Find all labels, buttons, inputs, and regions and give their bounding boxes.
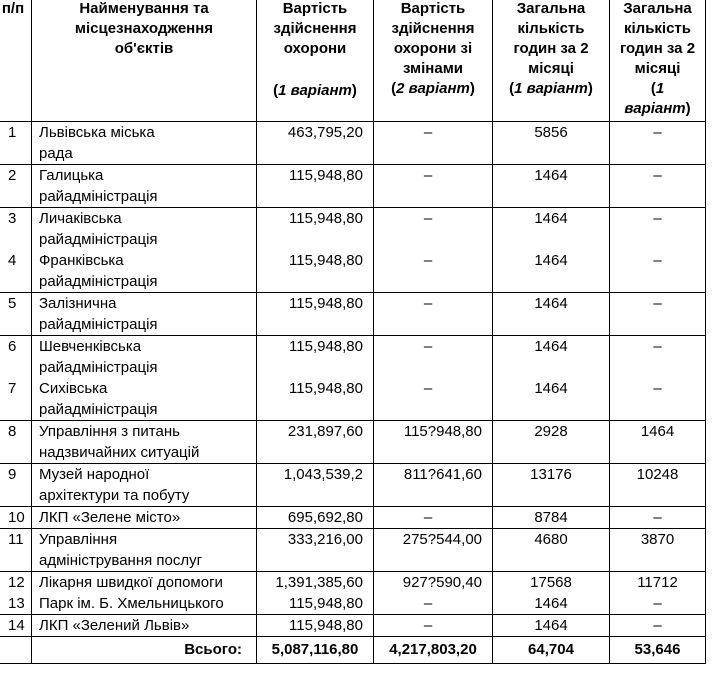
table-row	[0, 208, 706, 251]
row-hours1: 1464	[493, 378, 610, 421]
row-hours2: 11712	[610, 572, 706, 594]
row-cost1: 333,216,00	[257, 529, 374, 572]
object-name-line1: Музей народної	[39, 466, 150, 483]
row-hours1: 1464	[493, 208, 610, 251]
row-hours2: 3870	[610, 529, 706, 572]
header-num: п/п	[0, 0, 32, 122]
row-cost1: 231,897,60	[257, 421, 374, 464]
header-hours1: Загальна кількість годин за 2 місяці (1 варіант)	[493, 0, 610, 122]
row-hours1: 4680	[493, 529, 610, 572]
row-cost1: 1,391,385,60	[257, 572, 374, 594]
row-object-name	[32, 165, 257, 208]
header-hours1-note: 1 варіант	[514, 80, 588, 97]
header-name: Найменування та місцезнаходження об'єктів	[32, 0, 257, 122]
row-num: 14	[0, 615, 32, 637]
row-hours2: –	[610, 593, 706, 615]
row-hours2: –	[610, 615, 706, 637]
row-num: 6	[0, 336, 32, 379]
header-hours2-note: 1 варіант	[624, 80, 686, 117]
table-row	[0, 529, 706, 572]
table-row	[0, 615, 706, 637]
row-hours2: –	[610, 507, 706, 529]
row-cost1: 115,948,80	[257, 336, 374, 379]
row-hours2: –	[610, 122, 706, 165]
row-cost2: 927?590,40	[374, 572, 493, 594]
table-row	[0, 572, 706, 594]
object-name-line1: ЛКП «Зелене місто»	[39, 509, 181, 526]
row-object-name	[32, 250, 257, 293]
object-name-line2: райадміністрація	[39, 231, 158, 248]
row-object-name	[32, 615, 257, 637]
header-cost2-note: 2 варіант	[396, 80, 470, 97]
header-cost1: Вартість здійснення охорони (1 варіант)	[257, 0, 374, 122]
row-object-name	[32, 336, 257, 379]
row-cost2: –	[374, 208, 493, 251]
row-cost1: 1,043,539,2	[257, 464, 374, 507]
table-row	[0, 293, 706, 336]
object-name-line2: райадміністрація	[39, 316, 158, 333]
row-cost1: 115,948,80	[257, 593, 374, 615]
row-object-name	[32, 572, 257, 594]
row-cost1: 463,795,20	[257, 122, 374, 165]
row-hours1: 8784	[493, 507, 610, 529]
object-name-line1: Шевченківська	[39, 338, 142, 355]
table-row	[0, 250, 706, 293]
table-row	[0, 336, 706, 379]
row-hours1: 17568	[493, 572, 610, 594]
row-hours2: –	[610, 378, 706, 421]
row-hours1: 1464	[493, 593, 610, 615]
table-row	[0, 378, 706, 421]
object-name-line2: архітектури та побуту	[39, 487, 190, 504]
row-hours2: –	[610, 165, 706, 208]
row-cost2: –	[374, 122, 493, 165]
row-cost2: 811?641,60	[374, 464, 493, 507]
row-object-name	[32, 378, 257, 421]
object-name-line1: ЛКП «Зелений Львів»	[39, 617, 190, 634]
table-row	[0, 165, 706, 208]
row-cost2: –	[374, 593, 493, 615]
total-hours1: 64,704	[493, 637, 610, 664]
row-cost1: 695,692,80	[257, 507, 374, 529]
object-name-line2: адміністрування послуг	[39, 552, 203, 569]
row-object-name	[32, 507, 257, 529]
table-row	[0, 421, 706, 464]
object-name-line2: надзвичайних ситуацій	[39, 444, 200, 461]
object-name-line2: райадміністрація	[39, 359, 158, 376]
row-cost2: –	[374, 165, 493, 208]
row-cost1: 115,948,80	[257, 293, 374, 336]
object-name-line1: Управління	[39, 531, 118, 548]
row-hours2: –	[610, 336, 706, 379]
row-hours1: 1464	[493, 250, 610, 293]
object-name-line1: Управління з питань	[39, 423, 180, 440]
row-cost1: 115,948,80	[257, 615, 374, 637]
row-cost2: 115?948,80	[374, 421, 493, 464]
row-hours1: 1464	[493, 336, 610, 379]
row-num: 9	[0, 464, 32, 507]
object-name-line2: райадміністрація	[39, 273, 158, 290]
object-name-line1: Львівська міська	[39, 124, 155, 141]
row-num: 8	[0, 421, 32, 464]
object-name-line1: Галицька	[39, 167, 104, 184]
row-num: 13	[0, 593, 32, 615]
row-hours2: –	[610, 208, 706, 251]
total-label: Всього:	[32, 637, 257, 664]
row-hours2: 1464	[610, 421, 706, 464]
row-hours1: 2928	[493, 421, 610, 464]
row-hours2: –	[610, 293, 706, 336]
total-cost1: 5,087,116,80	[257, 637, 374, 664]
object-name-line1: Лікарня швидкої допомоги	[39, 574, 223, 591]
table-row	[0, 507, 706, 529]
total-cost2: 4,217,803,20	[374, 637, 493, 664]
row-num: 11	[0, 529, 32, 572]
table-row	[0, 593, 706, 615]
header-cost1-note: 1 варіант	[278, 82, 352, 99]
row-object-name	[32, 593, 257, 615]
object-name-line1: Парк ім. Б. Хмельницького	[39, 595, 224, 612]
row-num: 4	[0, 250, 32, 293]
row-object-name	[32, 122, 257, 165]
row-cost1: 115,948,80	[257, 250, 374, 293]
total-row	[0, 637, 706, 664]
table-row	[0, 122, 706, 165]
row-hours1: 1464	[493, 165, 610, 208]
row-num: 2	[0, 165, 32, 208]
row-cost2: –	[374, 336, 493, 379]
row-num: 3	[0, 208, 32, 251]
row-hours1: 13176	[493, 464, 610, 507]
total-hours2: 53,646	[610, 637, 706, 664]
row-cost1: 115,948,80	[257, 378, 374, 421]
table-header-row	[0, 0, 706, 122]
row-hours1: 1464	[493, 293, 610, 336]
row-object-name	[32, 293, 257, 336]
row-object-name	[32, 208, 257, 251]
row-hours1: 5856	[493, 122, 610, 165]
object-name-line1: Личаківська	[39, 210, 122, 227]
header-cost2: Вартість здійснення охорони зі змінами (2 варіант)	[374, 0, 493, 122]
object-name-line1: Франківська	[39, 252, 124, 269]
row-cost2: –	[374, 378, 493, 421]
row-cost2: –	[374, 250, 493, 293]
table-row	[0, 464, 706, 507]
row-hours2: –	[610, 250, 706, 293]
row-hours2: 10248	[610, 464, 706, 507]
object-name-line2: рада	[39, 145, 73, 162]
row-cost1: 115,948,80	[257, 208, 374, 251]
row-num: 1	[0, 122, 32, 165]
row-cost2: 275?544,00	[374, 529, 493, 572]
row-num: 7	[0, 378, 32, 421]
row-cost1: 115,948,80	[257, 165, 374, 208]
row-cost2: –	[374, 615, 493, 637]
row-cost2: –	[374, 507, 493, 529]
row-num: 5	[0, 293, 32, 336]
row-num: 12	[0, 572, 32, 594]
row-object-name	[32, 464, 257, 507]
object-name-line1: Залізнична	[39, 295, 117, 312]
row-object-name	[32, 421, 257, 464]
row-object-name	[32, 529, 257, 572]
header-hours2: Загальна кількість годин за 2 місяці (1 варіант)	[610, 0, 706, 122]
object-name-line2: райадміністрація	[39, 401, 158, 418]
row-hours1: 1464	[493, 615, 610, 637]
row-num: 10	[0, 507, 32, 529]
object-name-line1: Сихівська	[39, 380, 108, 397]
object-name-line2: райадміністрація	[39, 188, 158, 205]
row-cost2: –	[374, 293, 493, 336]
